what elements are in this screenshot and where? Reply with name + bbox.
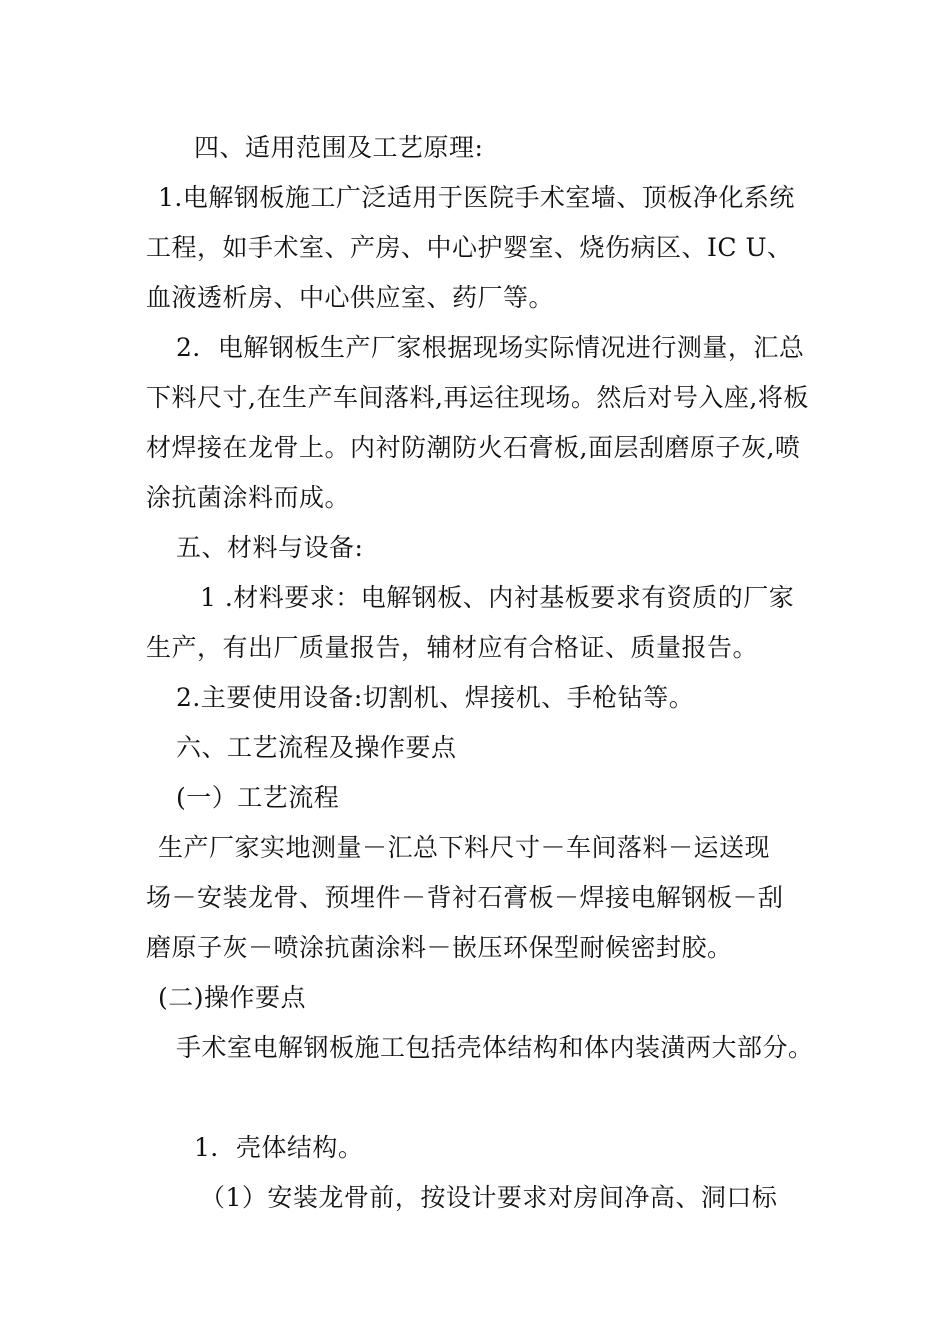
paragraph-line: （1）安装龙骨前，按设计要求对房间净高、洞口标 bbox=[200, 1183, 778, 1212]
paragraph-line: 生产，有出厂质量报告，辅材应有合格证、质量报告。 bbox=[146, 633, 759, 662]
paragraph-line: 血液透析房、中心供应室、药厂等。 bbox=[146, 283, 555, 312]
paragraph-line: 2.主要使用设备:切割机、焊接机、手枪钻等。 bbox=[176, 683, 695, 712]
paragraph-line: 场－安装龙骨、预埋件－背衬石膏板－焊接电解钢板－刮 bbox=[146, 883, 784, 912]
paragraph-line: 生产厂家实地测量－汇总下料尺寸－车间落料－运送现 bbox=[158, 833, 771, 862]
section-heading-4: 四、适用范围及工艺原理: bbox=[194, 133, 484, 162]
paragraph-line: 涂抗菌涂料而成。 bbox=[146, 483, 351, 512]
item-heading-1: 1．壳体结构。 bbox=[194, 1133, 364, 1162]
paragraph-line: 1 .材料要求：电解钢板、内衬基板要求有资质的厂家 bbox=[200, 583, 795, 612]
subsection-heading-2: (二)操作要点 bbox=[158, 983, 307, 1012]
paragraph-line: 工程，如手术室、产房、中心护婴室、烧伤病区、IC U、 bbox=[146, 233, 793, 262]
paragraph-line: 1.电解钢板施工广泛适用于医院手术室墙、顶板净化系统 bbox=[158, 183, 795, 212]
paragraph-line: 下料尺寸,在生产车间落料,再运往现场。然后对号入座,将板 bbox=[146, 383, 809, 412]
section-heading-5: 五、材料与设备: bbox=[176, 533, 364, 562]
subsection-heading-1: (一）工艺流程 bbox=[176, 783, 340, 812]
section-heading-6: 六、工艺流程及操作要点 bbox=[176, 733, 457, 762]
paragraph-line: 磨原子灰－喷涂抗菌涂料－嵌压环保型耐候密封胶。 bbox=[146, 933, 733, 962]
paragraph-line: 2．电解钢板生产厂家根据现场实际情况进行测量，汇总 bbox=[176, 333, 805, 362]
paragraph-line: 材焊接在龙骨上。内衬防潮防火石膏板,面层刮磨原子灰,喷 bbox=[146, 433, 801, 462]
paragraph-line: 手术室电解钢板施工包括壳体结构和体内装潢两大部分。 bbox=[176, 1033, 814, 1062]
